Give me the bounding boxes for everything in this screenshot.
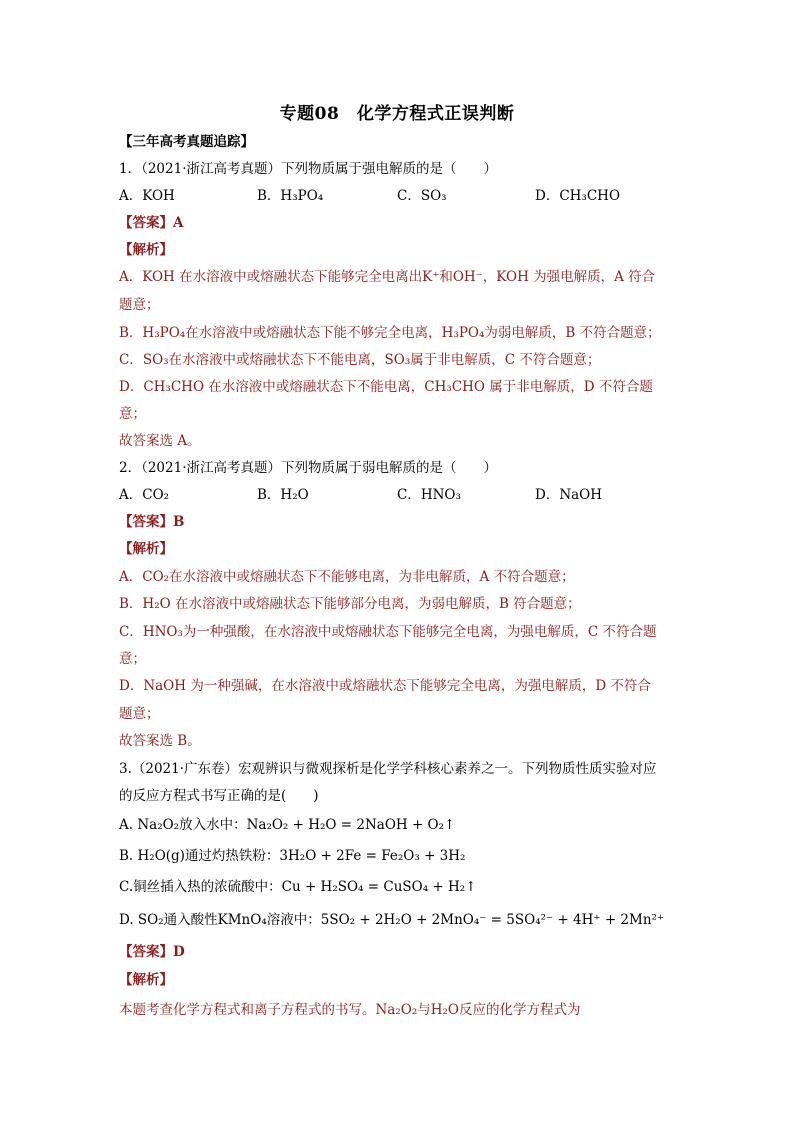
section-heading: 【三年高考真题追踪】 — [119, 134, 254, 150]
question-3-stem-line2: 的反应方程式书写正确的是( ) — [119, 788, 319, 804]
q3-option-c: C.铜丝插入热的浓硫酸中：Cu + H₂SO₄ = CuSO₄ + H₂↑ — [119, 879, 477, 895]
q1-analysis-line: 题意； — [119, 297, 160, 313]
q1-analysis-line: D．CH₃CHO 在水溶液中或熔融状态下不能电离，CH₃CHO 属于非电解质，D 不符合题 — [119, 379, 653, 395]
q2-analysis-label: 【解析】 — [119, 541, 173, 557]
q2-answer: 【答案】B — [119, 514, 185, 530]
question-1-options — [119, 187, 679, 205]
q1-analysis-line: C．SO₃在水溶液中或熔融状态下不能电离，SO₃属于非电解质，C 不符合题意； — [119, 352, 601, 368]
q1-answer: 【答案】A — [119, 215, 184, 231]
question-2-options — [119, 486, 679, 504]
q2-option-a: A．CO₂ — [119, 487, 170, 503]
q3-analysis-label: 【解析】 — [119, 972, 173, 988]
q2-analysis-line: 故答案选 B。 — [119, 733, 201, 749]
q1-option-b: B．H₃PO₄ — [257, 188, 324, 204]
q2-analysis-line: A．CO₂在水溶液中或熔融状态下不能够电离，为非电解质，A 不符合题意； — [119, 569, 575, 585]
question-3-stem-line1: 3.（2021·广东卷）宏观辨识与微观探析是化学学科核心素养之一。下列物质性质实验对应 — [119, 761, 657, 777]
q2-option-d: D．NaOH — [535, 487, 603, 503]
q3-analysis-line: 本题考查化学方程式和离子方程式的书写。Na₂O₂与H₂O反应的化学方程式为 — [119, 1002, 581, 1018]
q3-option-d: D. SO₂通入酸性KMnO₄溶液中：5SO₂ + 2H₂O + 2MnO₄⁻ = 5SO₄²⁻ + 4H⁺ + 2Mn²⁺ — [119, 912, 665, 928]
q3-option-b: B. H₂O(g)通过灼热铁粉：3H₂O + 2Fe = Fe₂O₃ + 3H₂ — [119, 848, 466, 864]
q1-analysis-label: 【解析】 — [119, 242, 173, 258]
q1-option-d: D．CH₃CHO — [535, 188, 621, 204]
q1-analysis-line: 故答案选 A。 — [119, 433, 201, 449]
q2-option-c: C．HNO₃ — [397, 487, 461, 503]
question-1-stem: 1．（2021·浙江高考真题）下列物质属于强电解质的是（ ） — [119, 161, 497, 177]
q2-analysis-line: 意； — [119, 651, 146, 667]
q3-answer: 【答案】D — [119, 944, 185, 960]
q1-option-c: C．SO₃ — [397, 188, 447, 204]
q2-analysis-line: 题意； — [119, 706, 160, 722]
q2-analysis-line: B．H₂O 在水溶液中或熔融状态下能够部分电离，为弱电解质，B 符合题意； — [119, 596, 581, 612]
q2-option-b: B．H₂O — [257, 487, 309, 503]
q1-analysis-line: B．H₃PO₄在水溶液中或熔融状态下能不够完全电离，H₃PO₄为弱电解质，B 不符合题意； — [119, 325, 661, 341]
question-2-stem: 2．（2021·浙江高考真题）下列物质属于弱电解质的是（ ） — [119, 460, 497, 476]
q1-analysis-line: A．KOH 在水溶液中或熔融状态下能够完全电离出K⁺和OH⁻，KOH 为强电解质，A 符合 — [119, 269, 656, 285]
q2-analysis-line: D．NaOH 为一种强碱，在水溶液中或熔融状态下能够完全电离，为强电解质，D 不符合 — [119, 678, 651, 694]
page-title: 专题08 化学方程式正误判断 — [279, 104, 515, 124]
q1-analysis-line: 意； — [119, 406, 146, 422]
q3-option-a: A. Na₂O₂放入水中：Na₂O₂ + H₂O = 2NaOH + O₂↑ — [119, 817, 456, 833]
q1-option-a: A．KOH — [119, 188, 175, 204]
q2-analysis-line: C．HNO₃为一种强酸，在水溶液中或熔融状态下能够完全电离，为强电解质，C 不符合题 — [119, 624, 657, 640]
